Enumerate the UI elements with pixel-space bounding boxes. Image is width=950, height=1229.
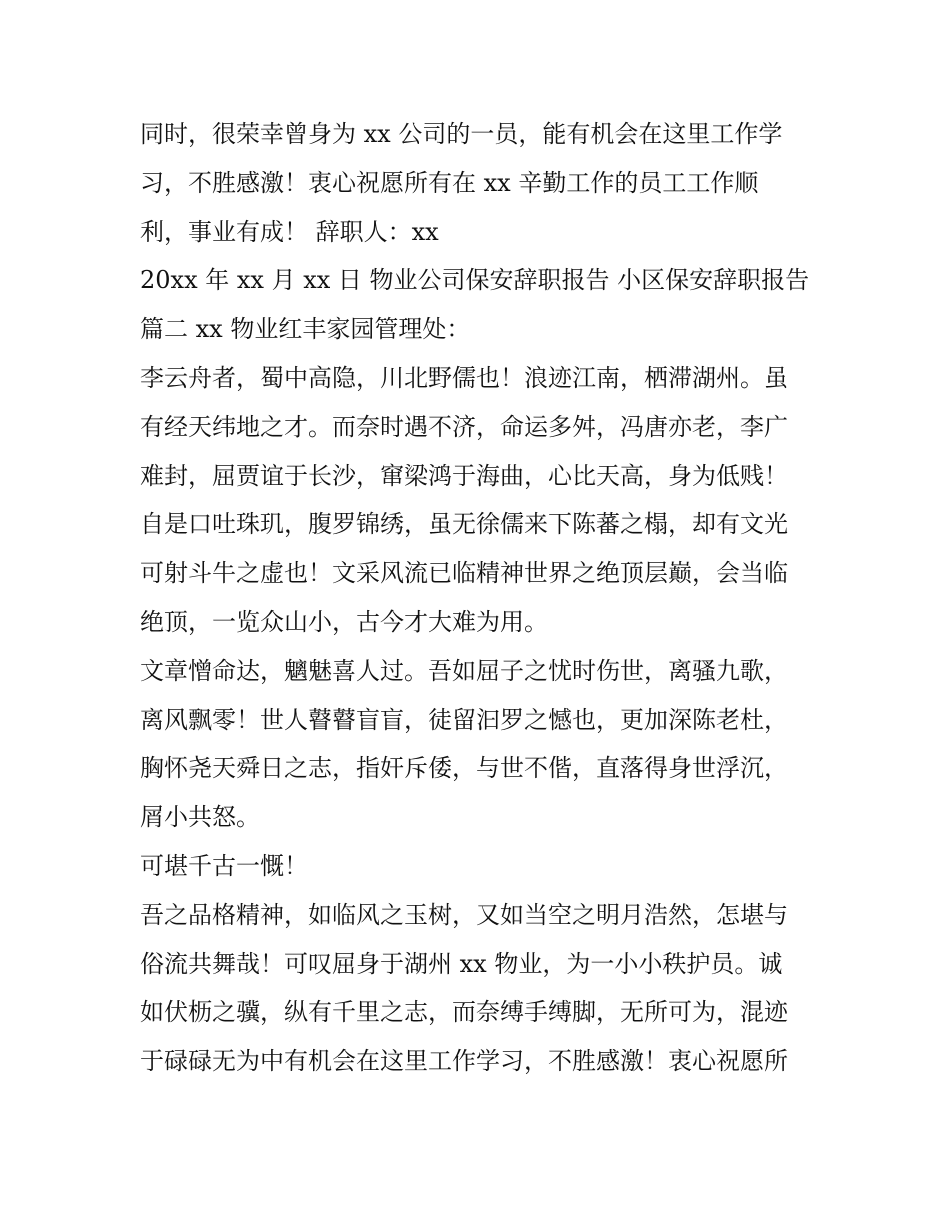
text-line: 同时，很荣幸曾身为 xx 公司的一员，能有机会在这里工作学: [140, 120, 783, 148]
text-line: 胸怀尧天舜日之志，指奸斥倭，与世不偕，直落得身世浮沉，: [140, 754, 788, 783]
text-line: 难封，屈贾谊于长沙，窜梁鸿于海曲，心比天高，身为低贱！: [140, 461, 788, 490]
text-line: 篇二 xx 物业红丰家园管理处：: [140, 315, 471, 344]
text-line: 文章憎命达，魑魅喜人过。吾如屈子之忧时伤世，离骚九歌，: [140, 656, 788, 685]
text-line: 于碌碌无为中有机会在这里工作学习，不胜感激！衷心祝愿所: [140, 1047, 788, 1076]
text-line: 吾之品格精神，如临风之玉树，又如当空之明月浩然，怎堪与: [140, 900, 788, 929]
text-line: 可堪千古一慨！: [140, 851, 308, 880]
text-line: 绝顶，一览众山小，古今才大难为用。: [140, 607, 548, 636]
text-line: 离风飘零！世人瞽瞽盲盲，徒留汩罗之憾也，更加深陈老杜，: [140, 705, 788, 734]
text-line: 如伏枥之骥，纵有千里之志，而奈缚手缚脚，无所可为，混迹: [140, 998, 788, 1027]
text-line: 有经天纬地之才。而奈时遇不济，命运多舛，冯唐亦老，李广: [140, 412, 788, 441]
text-line: 屑小共怒。: [140, 803, 260, 832]
text-line: 利，事业有成！ 辞职人：xx: [140, 217, 439, 246]
document-body: [140, 110, 820, 1086]
text-line: 可射斗牛之虚也！文采风流已临精神世界之绝顶层巅，会当临: [140, 559, 788, 588]
text-line: 习，不胜感激！衷心祝愿所有在 xx 辛勤工作的员工工作顺: [140, 168, 759, 197]
text-line: 李云舟者，蜀中高隐，川北野儒也！浪迹江南，栖滞湖州。虽: [140, 363, 788, 392]
text-line: 20xx 年 xx 月 xx 日 物业公司保安辞职报告 小区保安辞职报告: [140, 266, 810, 295]
text-line: 俗流共舞哉！可叹屈身于湖州 xx 物业，为一小小秩护员。诚: [140, 949, 783, 978]
text-line: 自是口吐珠玑，腹罗锦绣，虽无徐儒来下陈蕃之榻，却有文光: [140, 510, 788, 539]
